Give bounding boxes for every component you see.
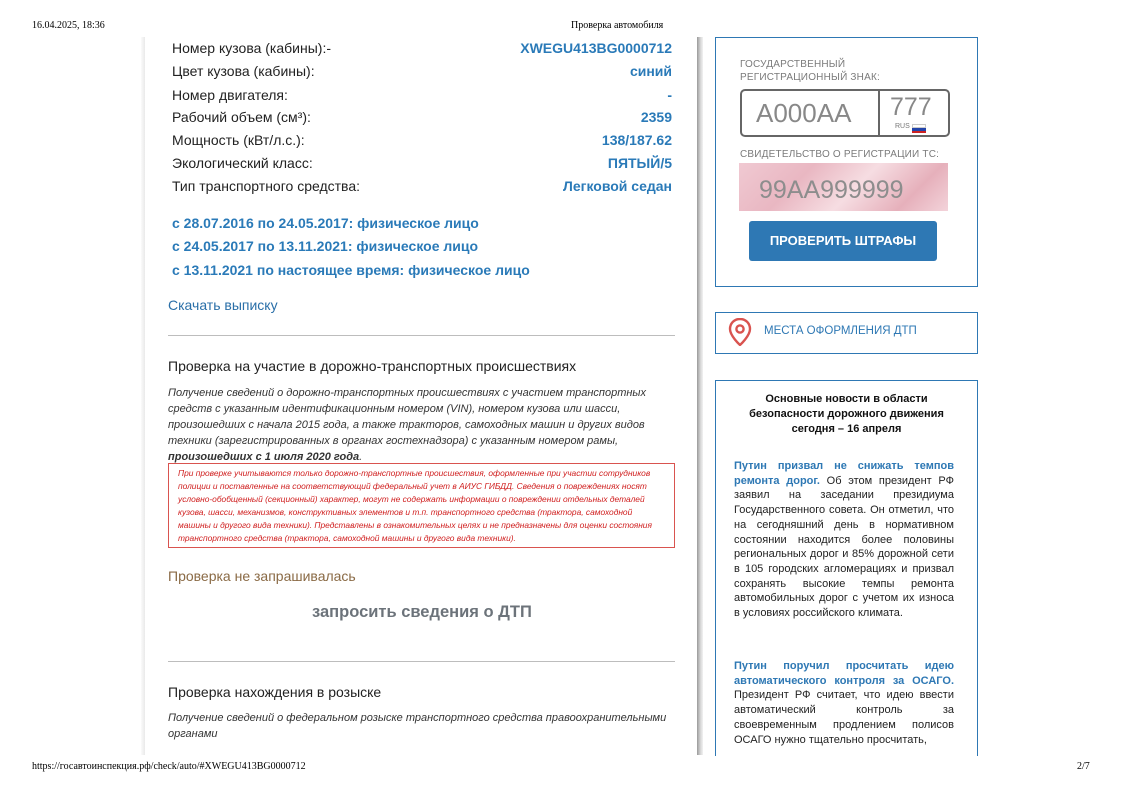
news-headline[interactable]: Путин поручил просчитать идею автоматического контроля за ОСАГО. (734, 660, 954, 687)
main-column-shadow (697, 37, 703, 755)
spec-label: Цвет кузова (кабины): (172, 63, 315, 79)
russian-flag-icon (912, 124, 926, 132)
spec-label: Тип транспортного средства: (172, 178, 360, 194)
download-extract-link[interactable]: Скачать выписку (168, 297, 278, 313)
spec-label: Экологический класс: (172, 155, 313, 171)
news-text: Президент РФ считает, что идею ввести автоматический контроль за своевременным продлением полисов ОСАГО нужно тщательно просчитать, (734, 689, 954, 746)
news-item (734, 459, 954, 621)
spec-value: XWEGU413BG0000712 (520, 40, 672, 56)
cert-number: 99АА999999 (759, 176, 904, 204)
dtp-status: Проверка не запрашивалась (168, 568, 356, 584)
spec-row (172, 109, 672, 129)
plate-region: 777 (890, 93, 932, 121)
license-plate (740, 89, 950, 137)
wanted-section-description: Получение сведений о федеральном розыске транспортного средства правоохранительными органами (168, 712, 667, 740)
dtp-warning-box: При проверке учитываются только дорожно-транспортные происшествия, оформленные при участии сотрудников полиции и поставленные на соответствующий федеральный учет в АИУС ГИБДД. Сведения о повреждениях носят условно-обобщенный (секционный) характер, могут не содержать информации о повреждении отдельных деталей кузова, шасси, механизмов, конструктивных элементов и т.п. транспортного средства (трактора, самоходной машины и другого вида техники). Представлены в ознакомительных целях и не предназначены для оценки состояния транспортного средства (трактора, самоходной машины и другого вида техники). (168, 463, 675, 548)
divider (168, 661, 675, 662)
dtp-section-description (168, 385, 675, 465)
dtp-desc-text: Получение сведений о дорожно-транспортных происшествиях с участием транспортных средств с указанным идентификационным номером (VIN), номером кузова или шасси, произошедших с начала 2015 года, а также тракторов, самоходных машин и других видов техники (зарегистрированных в органах гостехнадзора) с указанным номером рамы, (168, 387, 647, 447)
plate-divider (878, 91, 880, 135)
map-pin-icon (728, 318, 752, 346)
spec-value: ПЯТЫЙ/5 (607, 155, 672, 171)
divider (168, 335, 675, 336)
spec-value: синий (629, 63, 672, 79)
wanted-section-title: Проверка нахождения в розыске (168, 684, 382, 700)
print-title: Проверка автомобиля (571, 20, 664, 31)
spec-value: 138/187.62 (601, 132, 672, 148)
dtp-places-label: МЕСТА ОФОРМЛЕНИЯ ДТП (764, 325, 917, 337)
spec-label: Рабочий объем (см³): (172, 109, 311, 125)
news-card (715, 380, 978, 756)
spec-value: Легковой седан (563, 178, 672, 194)
check-fines-button[interactable]: ПРОВЕРИТЬ ШТРАФЫ (749, 221, 937, 261)
print-url: https://госавтоинспекция.рф/check/auto/#XWEGU413BG0000712 (32, 761, 306, 772)
registration-certificate (739, 163, 948, 211)
news-text: Об этом президент РФ заявил на заседании президиума Государственного совета. Он отметил, что на сегодняшний день в нормативном состоянии находится более половины региональных дорог и 85% дорожной сети в 105 городских агломерациях и призвал сохранять высокие темпы ремонта автомобильных дорог с учетом их износа в условиях российского климата. (734, 474, 954, 620)
print-page-number: 2/7 (1077, 761, 1090, 772)
spec-value: - (667, 87, 672, 103)
print-date: 16.04.2025, 18:36 (32, 20, 105, 31)
spec-label: Мощность (кВт/л.с.): (172, 132, 305, 148)
news-item (734, 659, 954, 747)
cert-label: СВИДЕТЕЛЬСТВО О РЕГИСТРАЦИИ ТС: (740, 149, 940, 160)
plate-label (740, 58, 880, 84)
plate-label-line: РЕГИСТРАЦИОННЫЙ ЗНАК: (740, 72, 880, 83)
dtp-desc-end: . (359, 451, 363, 463)
ownership-period: с 13.11.2021 по настоящее время: физическое лицо (172, 262, 530, 278)
dtp-section-title: Проверка на участие в дорожно-транспортных происшествиях (168, 358, 577, 374)
ownership-period: с 24.05.2017 по 13.11.2021: физическое лицо (172, 238, 479, 254)
plate-rus-label: RUS (895, 123, 910, 130)
spec-row (172, 87, 672, 107)
spec-row (172, 178, 672, 198)
dtp-desc-bold: произошедших с 1 июля 2020 года (168, 451, 360, 463)
news-headline[interactable]: Путин призвал не снижать темпов ремонта дорог. (734, 460, 954, 487)
ownership-period: с 28.07.2016 по 24.05.2017: физическое лицо (172, 215, 479, 231)
spec-row (172, 132, 672, 152)
request-dtp-button[interactable]: запросить сведения о ДТП (312, 603, 532, 621)
check-fines-card (715, 37, 978, 287)
dtp-places-link[interactable] (715, 312, 978, 354)
spec-row (172, 63, 672, 83)
plate-number: А000АА (756, 98, 852, 128)
plate-label-line: ГОСУДАРСТВЕННЫЙ (740, 59, 846, 70)
spec-label: Номер кузова (кабины):- (172, 40, 331, 56)
spec-row (172, 40, 672, 60)
spec-value: 2359 (640, 109, 672, 125)
spec-row (172, 155, 672, 175)
spec-label: Номер двигателя: (172, 87, 288, 103)
news-heading: Основные новости в области безопасности дорожного движения сегодня – 16 апреля (749, 393, 944, 435)
